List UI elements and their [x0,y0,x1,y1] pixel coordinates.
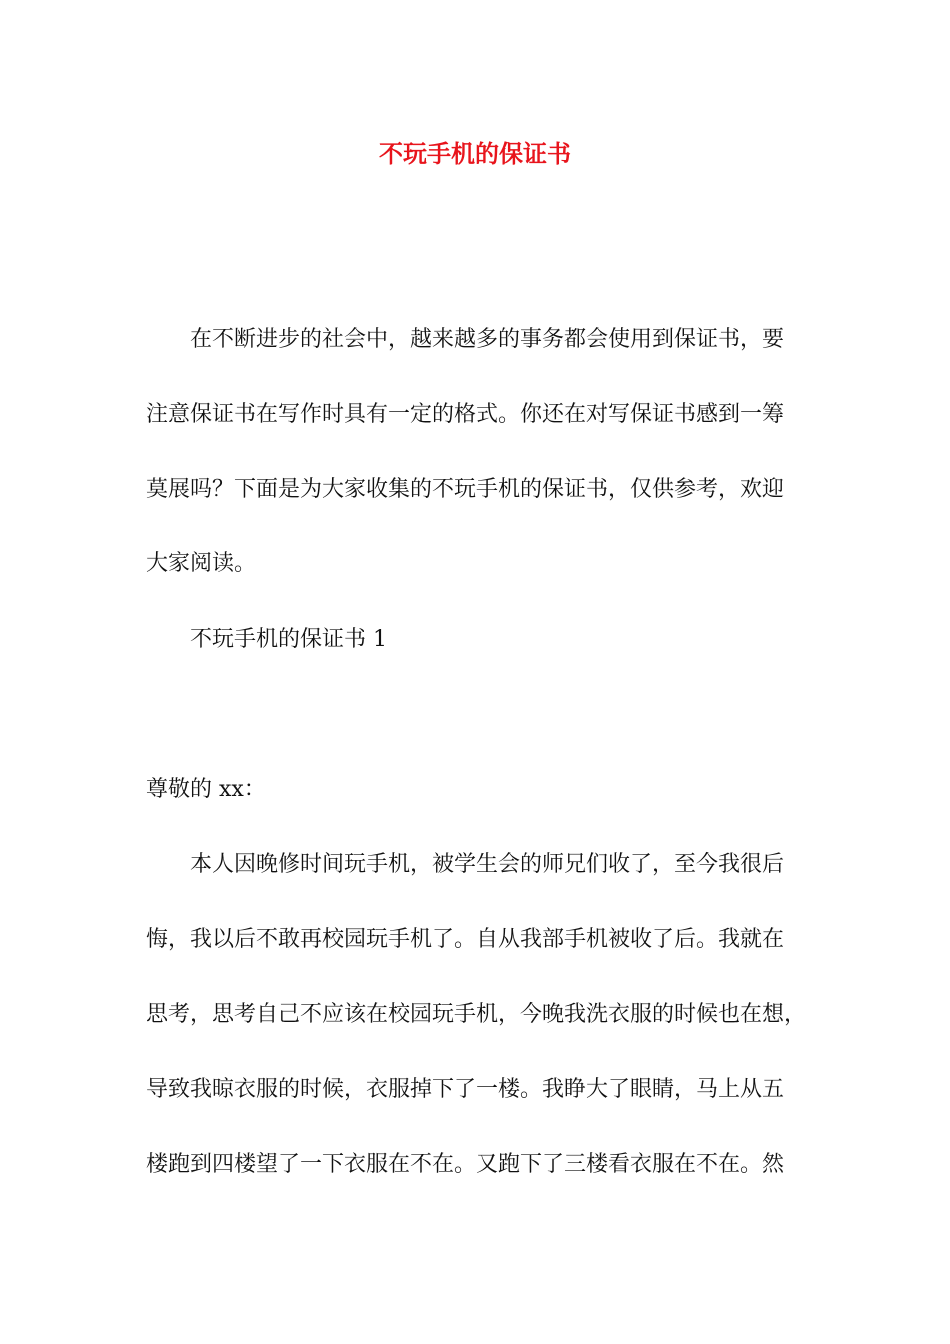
intro-line-3: 莫展吗？下面是为大家收集的不玩手机的保证书，仅供参考，欢迎 [146,477,785,502]
body-line-3: 思考，思考自己不应该在校园玩手机，今晚我洗衣服的时候也在想， [146,1002,807,1027]
document-title: 不玩手机的保证书 [379,139,571,168]
intro-line-4: 大家阅读。 [146,551,257,576]
body-line-4: 导致我晾衣服的时候，衣服掉下了一楼。我睁大了眼睛，马上从五 [146,1077,785,1102]
body-line-2: 悔，我以后不敢再校园玩手机了。自从我部手机被收了后。我就在 [146,927,785,952]
body-line-1: 本人因晚修时间玩手机，被学生会的师兄们收了，至今我很后 [190,852,785,877]
intro-line-2: 注意保证书在写作时具有一定的格式。你还在对写保证书感到一筹 [146,402,785,427]
salutation: 尊敬的 xx： [146,777,266,802]
body-line-5: 楼跑到四楼望了一下衣服在不在。又跑下了三楼看衣服在不在。然 [146,1152,785,1177]
section-heading: 不玩手机的保证书 1 [190,627,387,652]
intro-line-1: 在不断进步的社会中，越来越多的事务都会使用到保证书，要 [190,327,785,352]
